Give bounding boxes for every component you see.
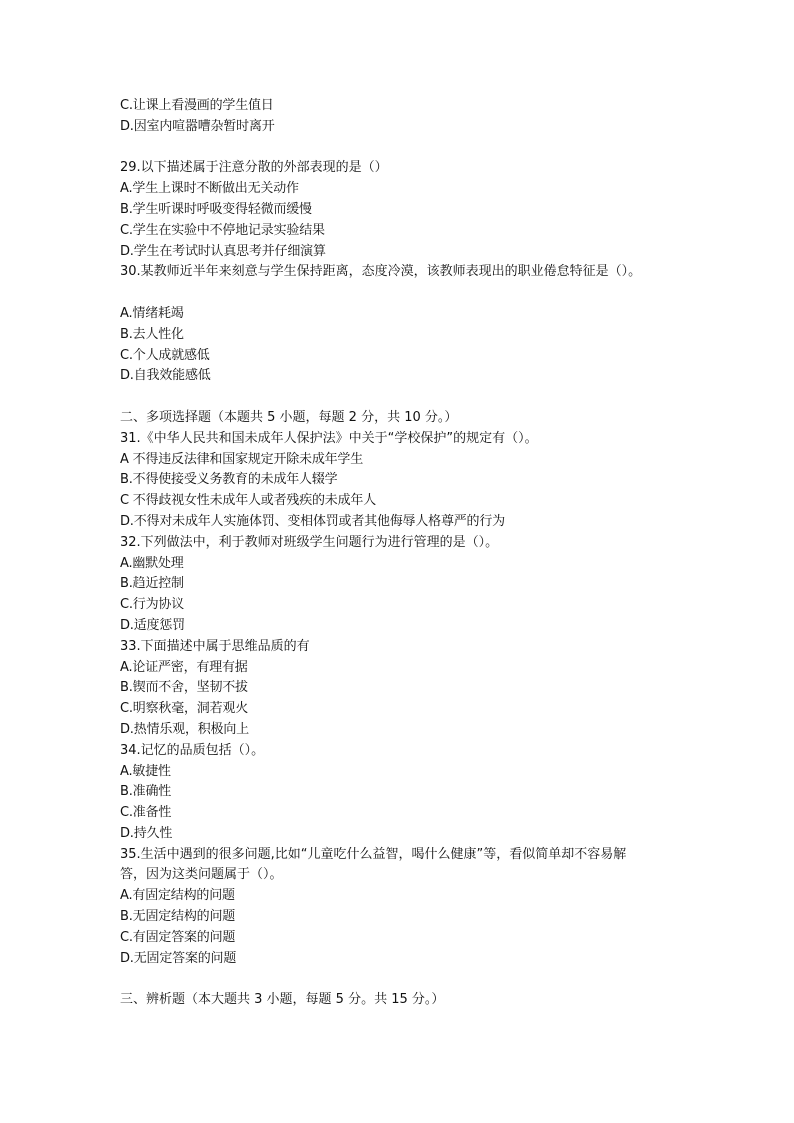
option-d: D.因室内喧嚣嘈杂暂时离开 [120, 118, 275, 134]
question-32 [120, 533, 680, 637]
option-d: D.不得对未成年人实施体罚、变相体罚或者其他侮辱人格尊严的行为 [120, 513, 505, 529]
question-stem: 33.下面描述中属于思维品质的有 [120, 638, 310, 654]
question-35 [120, 845, 680, 970]
option-b: B.学生听课时呼吸变得轻微而缓慢 [120, 201, 312, 217]
spacer [120, 283, 680, 304]
option-d: D.热情乐观，积极向上 [120, 721, 249, 737]
question-stem: 32.下列做法中，利于教师对班级学生问题行为进行管理的是（）。 [120, 534, 499, 550]
question-30 [120, 262, 680, 387]
question-stem: 30.某教师近半年来刻意与学生保持距离，态度冷漠，该教师表现出的职业倦怠特征是（）。 [120, 264, 642, 280]
option-d: D.适度惩罚 [120, 617, 185, 633]
option-c: C.行为协议 [120, 597, 185, 613]
option-b: B.趋近控制 [120, 576, 184, 592]
option-c: C.准备性 [120, 805, 172, 821]
question-31 [120, 429, 680, 533]
question-stem-line-1: 35.生活中遇到的很多问题,比如“儿童吃什么益智，喝什么健康”等，看似简单却不容易解 [120, 846, 627, 862]
option-a: A.学生上课时不断做出无关动作 [120, 181, 299, 197]
option-b: B.不得使接受义务教育的未成年人辍学 [120, 472, 338, 488]
option-c: C.明察秋毫，洞若观火 [120, 701, 249, 717]
option-c: C.有固定答案的问题 [120, 929, 236, 945]
question-stem: 31.《中华人民共和国未成年人保护法》中关于“学校保护”的规定有（）。 [120, 430, 538, 446]
option-b: B.无固定结构的问题 [120, 909, 236, 925]
question-stem: 29.以下描述属于注意分散的外部表现的是（） [120, 160, 388, 176]
option-d: D.自我效能感低 [120, 368, 211, 384]
option-a: A.有固定结构的问题 [120, 888, 235, 904]
question-33 [120, 637, 680, 741]
question-stem: 34.记忆的品质包括（）。 [120, 742, 265, 758]
option-b: B.锲而不舍，坚韧不拔 [120, 680, 248, 696]
option-d: D.持久性 [120, 825, 173, 841]
spacer [120, 387, 680, 408]
option-b: B.准确性 [120, 784, 172, 800]
section-2-title: 二、多项选择题（本题共 5 小题，每题 2 分，共 10 分。） [120, 409, 458, 425]
option-d: D.无固定答案的问题 [120, 950, 237, 966]
option-a: A 不得违反法律和国家规定开除未成年学生 [120, 451, 364, 467]
option-a: A.论证严密，有理有据 [120, 659, 248, 675]
option-a: A.敏捷性 [120, 763, 171, 779]
spacer [120, 969, 680, 990]
question-stem-line-2: 答，因为这类问题属于（）。 [120, 867, 283, 883]
exam-page [120, 96, 680, 1011]
option-a: A.情绪耗竭 [120, 305, 184, 321]
option-c: C.个人成就感低 [120, 347, 210, 363]
option-c: C 不得歧视女性未成年人或者残疾的未成年人 [120, 493, 377, 509]
spacer [120, 138, 680, 159]
option-a: A.幽默处理 [120, 555, 184, 571]
question-34 [120, 741, 680, 845]
option-c: C.让课上看漫画的学生值日 [120, 98, 274, 113]
question-28-options-tail [120, 96, 680, 138]
option-b: B.去人性化 [120, 326, 184, 342]
section-3-title: 三、辨析题（本大题共 3 小题，每题 5 分。共 15 分。） [120, 992, 445, 1008]
option-c: C.学生在实验中不停地记录实验结果 [120, 222, 325, 238]
question-29 [120, 158, 680, 262]
option-d: D.学生在考试时认真思考并仔细演算 [120, 243, 326, 259]
